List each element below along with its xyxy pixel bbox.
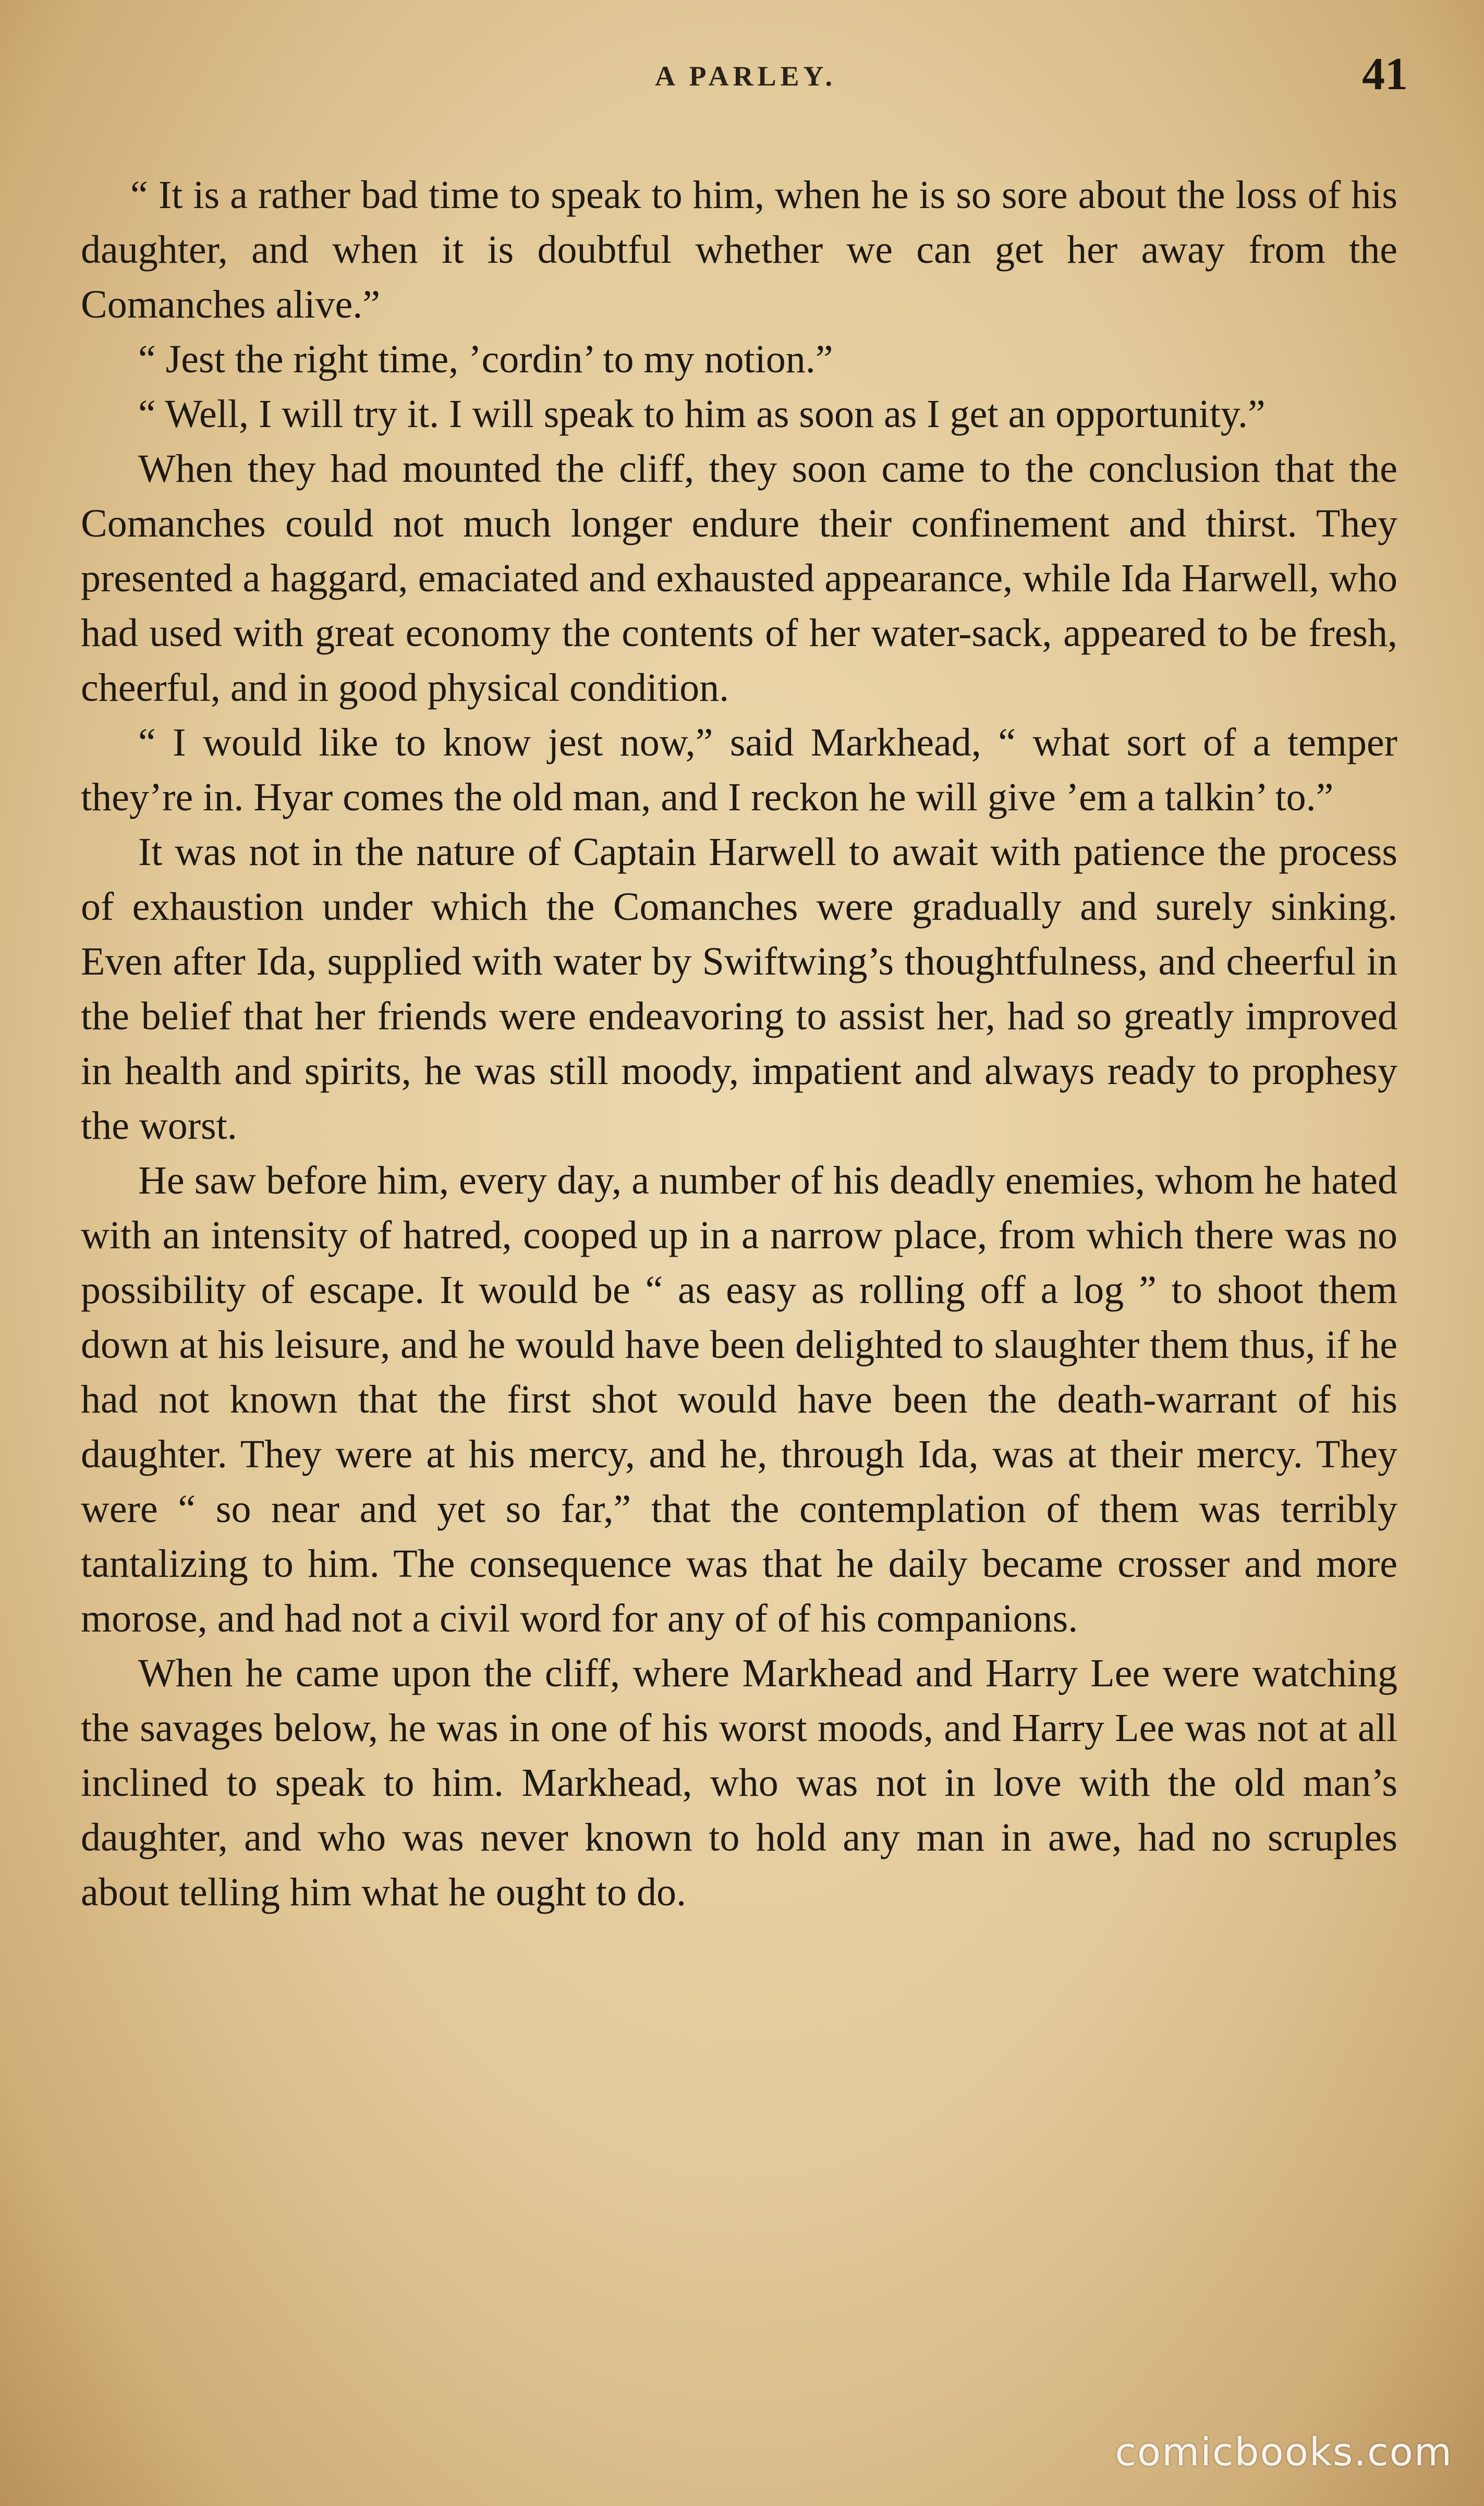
paragraph-6: It was not in the nature of Captain Harwell to await with patience the process of exhaustion under which the Comanches were gradually and surely sinking. Even after Ida, supplied with water by Swiftwing’s thoughtfulness, and cheerful in the belief that her friends were endeavoring to assist her, had so greatly improved in health and spirits, he was still moody, impatient and always ready to prophesy the worst. bbox=[81, 830, 1397, 1148]
paragraph-3: “ Well, I will try it. I will speak to him as soon as I get an opportunity.” bbox=[138, 392, 1266, 436]
running-title: A PARLEY. bbox=[654, 60, 837, 92]
paragraph-5: “ I would like to know jest now,” said Markhead, “ what sort of a temper they’re in. Hyar comes the old man, and I reckon he will give ’em a talkin’ to.” bbox=[81, 721, 1397, 819]
paragraph-8: When he came upon the cliff, where Markhead and Harry Lee were watching the savages below, he was in one of his worst moods, and Harry Lee was not at all inclined to speak to him. Markhead, who was not in love with the old man’s daughter, and who was never known to hold any man in awe, had no scruples about telling him what he ought to do. bbox=[81, 1651, 1397, 1914]
paragraph-7: He saw before him, every day, a number of his deadly enemies, whom he hated with an intensity of hatred, cooped up in a narrow place, from which there was no possibility of escape. It would be “ as easy as rolling off a log ” to shoot them down at his leisure, and he would have been delighted to slaughter them thus, if he had not known that the first shot would have been the death-warrant of his daughter. They were at his mercy, and he, through Ida, was at their mercy. They were “ so near and yet so far,” that the contemplation of them was terribly tantalizing to him. The consequence was that he daily became crosser and more morose, and had not a civil word for any of of his companions. bbox=[81, 1159, 1397, 1640]
page-number: 41 bbox=[1362, 49, 1408, 100]
watermark: comicbooks.com bbox=[1115, 2430, 1453, 2475]
paragraph-2: “ Jest the right time, ’cordin’ to my notion.” bbox=[138, 337, 833, 381]
paragraph-1: “ It is a rather bad time to speak to him, when he is so sore about the loss of his daughter, and when it is doubtful whether we can get her away from the Comanches alive.” bbox=[81, 173, 1397, 326]
body-text bbox=[81, 168, 1397, 1920]
paragraph-4: When they had mounted the cliff, they soon came to the conclusion that the Comanches could not much longer endure their confinement and thirst. They presented a haggard, emaciated and exhausted appearance, while Ida Harwell, who had used with great economy the contents of her water-sack, appeared to be fresh, cheerful, and in good physical condition. bbox=[81, 447, 1397, 710]
